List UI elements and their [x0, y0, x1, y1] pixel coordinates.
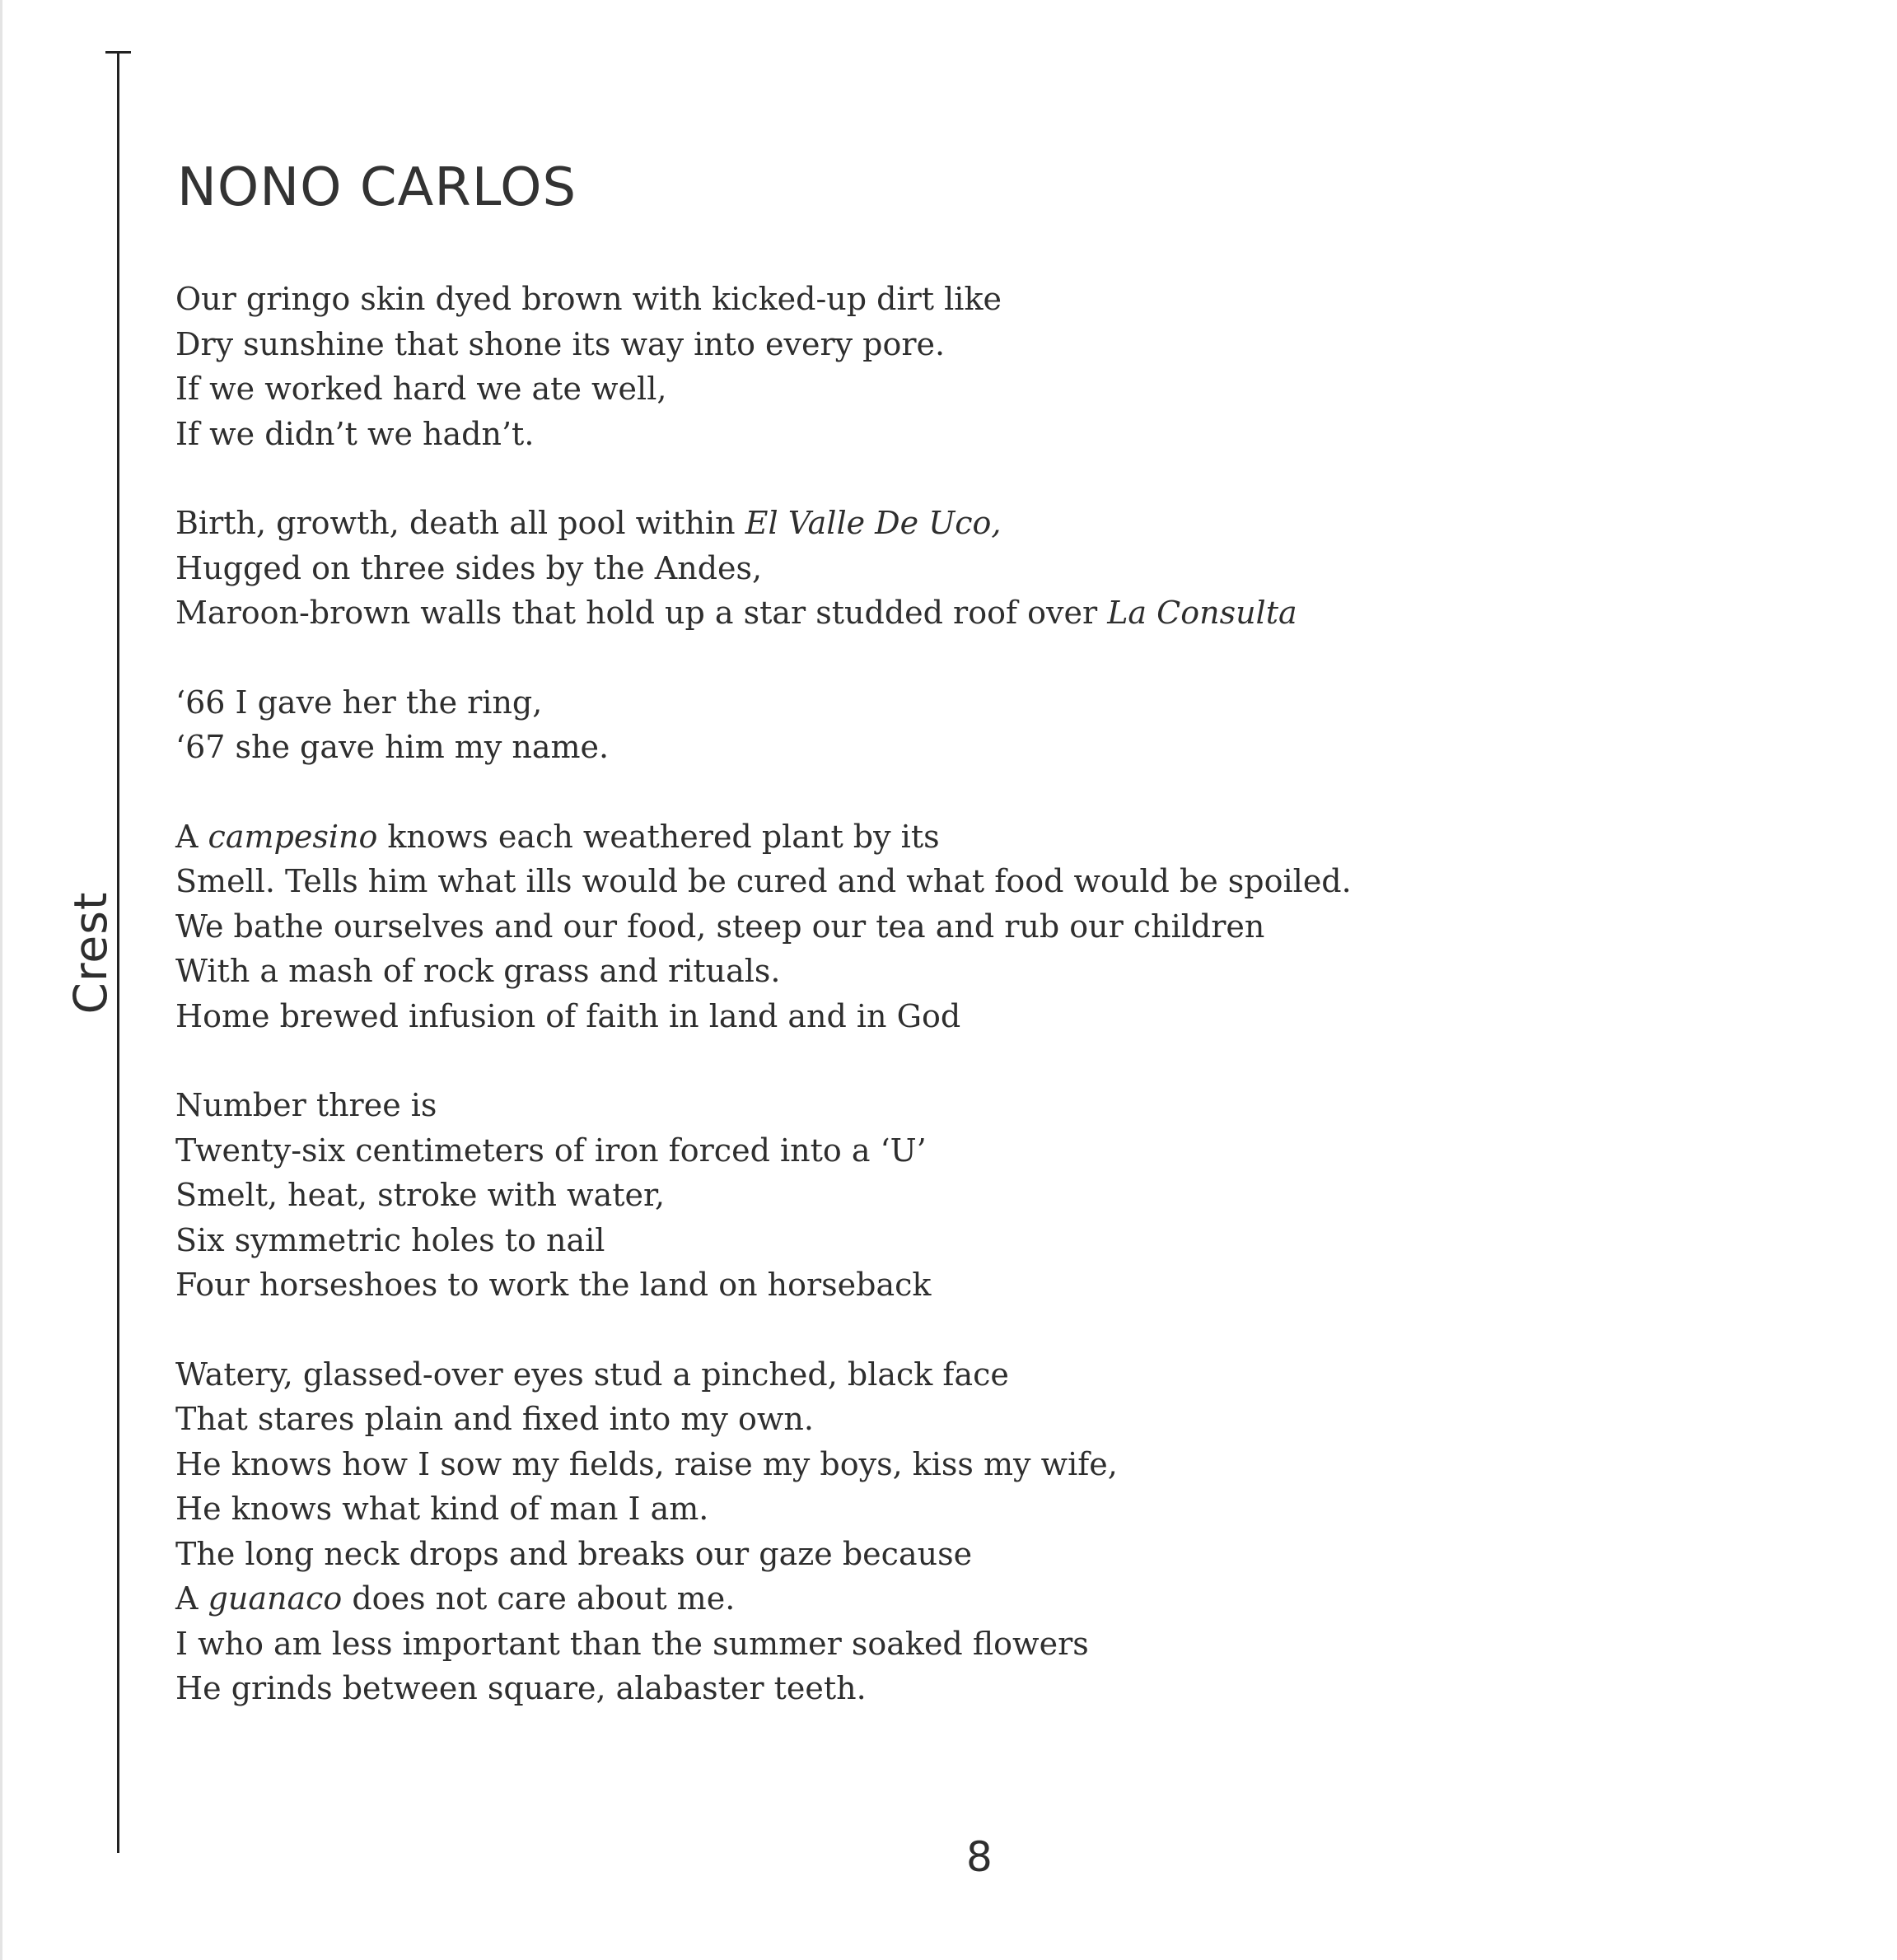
line-text: knows each weathered plant by its [377, 818, 940, 855]
poem-line [175, 859, 1740, 904]
stanza [175, 680, 1740, 770]
line-text: A [175, 1580, 208, 1617]
poem-line [175, 1576, 1740, 1622]
poem-line [175, 725, 1740, 770]
line-text: Birth, growth, death all pool within [175, 505, 745, 541]
line-text: He knows what kind of man I am. [175, 1491, 709, 1527]
line-text: Maroon-brown walls that hold up a star studded roof over [175, 595, 1108, 631]
stanza [175, 1083, 1740, 1308]
line-text: With a mash of rock grass and rituals. [175, 953, 781, 989]
poem-line [175, 1128, 1740, 1174]
line-text: The long neck drops and breaks our gaze because [175, 1535, 973, 1572]
line-text: Four horseshoes to work the land on horseback [175, 1267, 932, 1303]
line-text: If we didn’t we hadn’t. [175, 415, 535, 452]
line-text: He knows how I sow my fields, raise my boys, kiss my wife, [175, 1445, 1118, 1482]
poem-line [175, 546, 1740, 591]
poem-line [175, 277, 1740, 322]
line-text: Twenty-six centimeters of iron forced into a ‘U’ [175, 1132, 927, 1169]
poem-line [175, 949, 1740, 994]
line-text: A [175, 818, 208, 855]
line-text: Hugged on three sides by the Andes, [175, 549, 763, 586]
poem-line [175, 1173, 1740, 1218]
stanza [175, 1352, 1740, 1711]
poem-line [175, 1622, 1740, 1667]
poem-line [175, 1666, 1740, 1711]
section-label-text: Crest [64, 891, 117, 1015]
line-text: Dry sunshine that shone its way into every pore. [175, 325, 946, 362]
line-text: Smelt, heat, stroke with water, [175, 1177, 666, 1213]
line-text: ‘67 she gave him my name. [175, 729, 610, 765]
poem-title: NONO CARLOS [177, 157, 577, 218]
margin-rule [117, 51, 119, 1853]
poem-line [175, 1352, 1740, 1398]
stanza [175, 814, 1740, 1039]
line-text: Our gringo skin dyed brown with kicked-up dirt like [175, 281, 1002, 317]
line-text: I who am less important than the summer soaked flowers [175, 1625, 1089, 1662]
poem-line [175, 366, 1740, 412]
line-text: Watery, glassed-over eyes stud a pinched, black face [175, 1356, 1009, 1393]
poem-line [175, 1397, 1740, 1442]
poem-line [175, 1218, 1740, 1263]
poem-line [175, 1486, 1740, 1532]
italic-phrase: guanaco [208, 1580, 343, 1617]
line-text: does not care about me. [342, 1580, 736, 1617]
poem-body [175, 277, 1740, 1756]
italic-phrase: campesino [208, 818, 378, 855]
page-edge [0, 0, 2, 1960]
poem-line [175, 680, 1740, 726]
poem-line [175, 590, 1740, 636]
line-text: Home brewed infusion of faith in land and in God [175, 997, 961, 1034]
poem-line [175, 1262, 1740, 1308]
line-text: ‘66 I gave her the ring, [175, 684, 543, 721]
poem-line [175, 994, 1740, 1039]
page-number: 8 [966, 1833, 993, 1881]
line-text: If we worked hard we ate well, [175, 371, 667, 407]
stanza [175, 277, 1740, 456]
poem-line [175, 412, 1740, 457]
poem-line [175, 814, 1740, 860]
italic-phrase: El Valle De Uco, [745, 505, 1002, 541]
poem-line [175, 1442, 1740, 1487]
italic-phrase: La Consulta [1107, 595, 1297, 631]
poem-line [175, 1532, 1740, 1577]
margin-rule-cap [105, 51, 131, 54]
line-text: Number three is [175, 1087, 437, 1123]
line-text: Six symmetric holes to nail [175, 1221, 605, 1258]
poem-line [175, 322, 1740, 367]
stanza [175, 501, 1740, 636]
poem-line [175, 501, 1740, 546]
line-text: Smell. Tells him what ills would be cured and what food would be spoiled. [175, 863, 1352, 899]
line-text: We bathe ourselves and our food, steep our tea and rub our children [175, 908, 1265, 945]
line-text: That stares plain and fixed into my own. [175, 1401, 814, 1437]
line-text: He grinds between square, alabaster teeth. [175, 1670, 867, 1706]
poem-line [175, 904, 1740, 950]
poem-line [175, 1083, 1740, 1128]
